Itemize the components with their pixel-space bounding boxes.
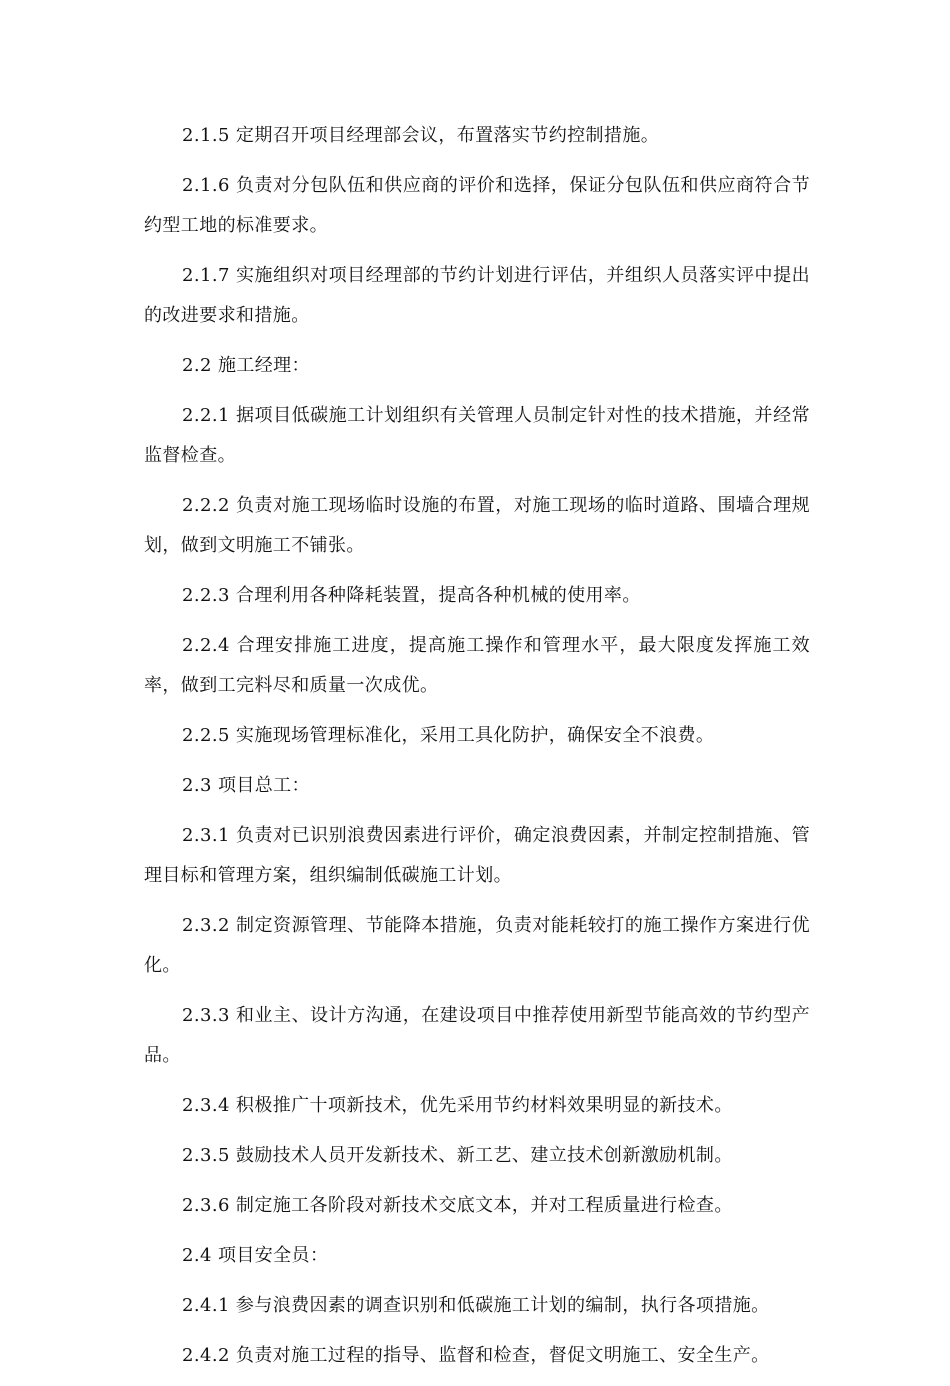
paragraph-2-3-5: 2.3.5 鼓励技术人员开发新技术、新工艺、建立技术创新激励机制。 [182,1145,733,1166]
paragraph-2-4-1: 2.4.1 参与浪费因素的调查识别和低碳施工计划的编制，执行各项措施。 [182,1295,770,1316]
document-body [144,116,810,1386]
paragraph-2-2-2: 2.2.2 负责对施工现场临时设施的布置，对施工现场的临时道路、围墙合理规划，做到文明施工不铺张。 [144,495,810,556]
paragraph-2-1-5: 2.1.5 定期召开项目经理部会议，布置落实节约控制措施。 [182,125,660,146]
paragraph-2-3-1: 2.3.1 负责对已识别浪费因素进行评价，确定浪费因素，并制定控制措施、管理目标和管理方案，组织编制低碳施工计划。 [144,825,810,886]
paragraph-2-3-4: 2.3.4 积极推广十项新技术，优先采用节约材料效果明显的新技术。 [182,1095,733,1116]
heading-2-4: 2.4 项目安全员： [182,1245,329,1266]
heading-2-2: 2.2 施工经理： [182,355,310,376]
paragraph-2-2-1: 2.2.1 据项目低碳施工计划组织有关管理人员制定针对性的技术措施，并经常监督检查。 [144,405,810,466]
paragraph-2-3-2: 2.3.2 制定资源管理、节能降本措施，负责对能耗较打的施工操作方案进行优化。 [144,915,810,976]
paragraph-2-1-7: 2.1.7 实施组织对项目经理部的节约计划进行评估，并组织人员落实评中提出的改进要求和措施。 [144,265,810,326]
paragraph-2-2-3: 2.2.3 合理利用各种降耗装置，提高各种机械的使用率。 [182,585,641,606]
paragraph-2-4-2: 2.4.2 负责对施工过程的指导、监督和检查，督促文明施工、安全生产。 [182,1345,770,1366]
paragraph-2-2-4: 2.2.4 合理安排施工进度，提高施工操作和管理水平，最大限度发挥施工效率，做到工完料尽和质量一次成优。 [144,635,810,696]
paragraph-2-3-3: 2.3.3 和业主、设计方沟通，在建设项目中推荐使用新型节能高效的节约型产品。 [144,1005,810,1066]
heading-2-3: 2.3 项目总工： [182,775,310,796]
paragraph-2-3-6: 2.3.6 制定施工各阶段对新技术交底文本，并对工程质量进行检查。 [182,1195,733,1216]
paragraph-2-2-5: 2.2.5 实施现场管理标准化，采用工具化防护，确保安全不浪费。 [182,725,715,746]
paragraph-2-1-6: 2.1.6 负责对分包队伍和供应商的评价和选择，保证分包队伍和供应商符合节约型工地的标准要求。 [144,175,810,236]
